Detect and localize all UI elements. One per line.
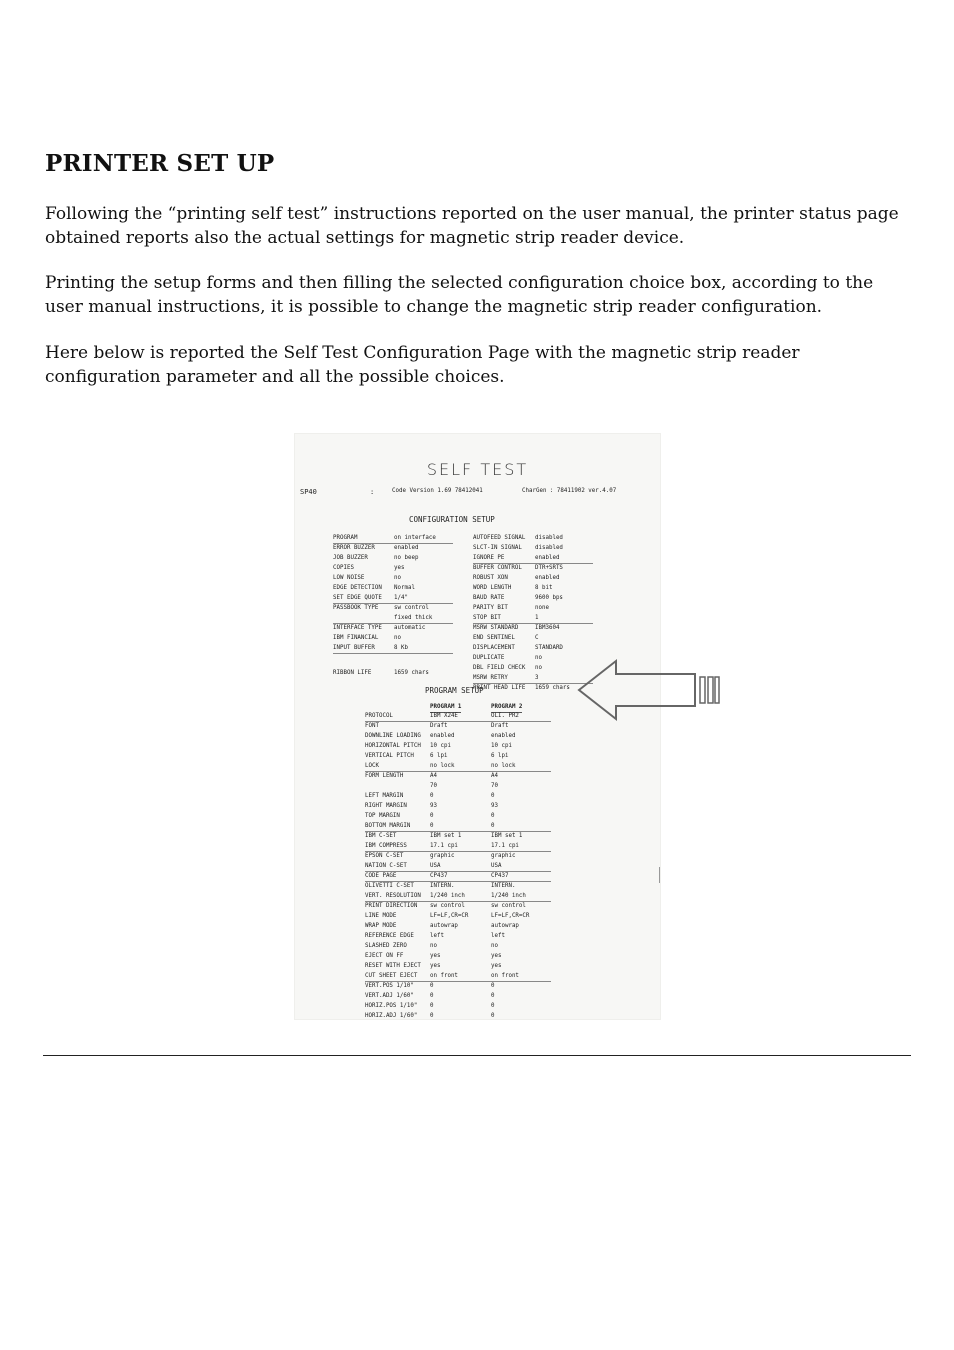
cfg-right-k: IGNORE PE: [473, 555, 505, 561]
prog-rows-k: OLIVETTI C-SET: [365, 883, 414, 889]
cfg-left-v: yes: [394, 565, 405, 571]
prog-rows-k: EJECT ON FF: [365, 953, 404, 959]
cfg-right-k: PARITY BIT: [473, 605, 508, 611]
cfg-right-k: DISPLACEMENT: [473, 645, 515, 651]
cfg-left-row: [333, 634, 453, 644]
cfg-left-row: [333, 584, 453, 594]
prog-rows-row: [365, 972, 551, 982]
prog-rows-row: [365, 892, 551, 902]
paragraph-setup-forms: Printing the setup forms and then filling the selected configuration choice box, according to the user manual instructions, it is possible to change the magnetic strip reader configuration.: [45, 273, 874, 317]
cfg-right-k: ROBUST XON: [473, 575, 508, 581]
prog-rows-v1: enabled: [430, 733, 455, 739]
prog-rows-k: DOWNLINE LOADING: [365, 733, 421, 739]
prog-rows-v1: yes: [430, 963, 441, 969]
prog-rows-row: [365, 762, 551, 772]
prog-rows-row: [365, 802, 551, 812]
prog-rows-row: [365, 772, 551, 782]
cfg-right-k: AUTOFEED SIGNAL: [473, 535, 526, 541]
cfg-right-v: no: [535, 655, 542, 661]
program-rows: [365, 712, 551, 1020]
cfg-right-v: 1659 chars: [535, 685, 570, 691]
prog-rows-k: NATION C-SET: [365, 863, 407, 869]
cfg-right-v: STANDARD: [535, 645, 563, 651]
prog-rows-v2: 0: [491, 993, 495, 999]
code-version: Code Version 1.69 78412041: [392, 488, 483, 494]
prog-rows-v2: autowrap: [491, 923, 519, 929]
cfg-right-v: 1: [535, 615, 539, 621]
cfg-left-k: LOW NOISE: [333, 575, 365, 581]
configuration-setup-title: CONFIGURATION SETUP: [409, 515, 495, 524]
prog-rows-k: REFERENCE EDGE: [365, 933, 414, 939]
prog-rows-k: CUT SHEET EJECT: [365, 973, 418, 979]
prog-rows-row: [365, 852, 551, 862]
cfg-right-row: [473, 564, 593, 574]
prog-rows-row: [365, 822, 551, 832]
prog-rows-row: [365, 782, 551, 792]
prog-rows-v2: 0: [491, 793, 495, 799]
cfg-right-k: DBL FIELD CHECK: [473, 665, 526, 671]
cfg-right-v: 9600 bps: [535, 595, 563, 601]
prog-rows-v1: no lock: [430, 763, 455, 769]
prog-rows-row: [365, 722, 551, 732]
cfg-right-row: [473, 624, 593, 634]
program-setup-title: PROGRAM SETUP: [425, 686, 484, 695]
prog-rows-v1: IBM set 1: [430, 833, 462, 839]
cfg-right-v: C: [535, 635, 539, 641]
prog-rows-v1: 0: [430, 983, 434, 989]
cfg-right-k: MSRW STANDARD: [473, 625, 519, 631]
prog-rows-v2: CP437: [491, 873, 509, 879]
prog-rows-v2: LF=LF,CR=CR: [491, 913, 530, 919]
prog-rows-row: [365, 952, 551, 962]
program-2-header: PROGRAM 2: [491, 703, 522, 713]
cfg-right-row: [473, 614, 593, 624]
prog-rows-v1: 10 cpi: [430, 743, 451, 749]
prog-rows-v2: Draft: [491, 723, 509, 729]
prog-rows-k: EPSON C-SET: [365, 853, 404, 859]
prog-rows-v1: 0: [430, 1013, 434, 1019]
ribbon-life-row: [333, 670, 429, 676]
program-1-header: PROGRAM 1: [430, 703, 461, 713]
cfg-right-k: BAUD RATE: [473, 595, 505, 601]
prog-rows-v2: on front: [491, 973, 519, 979]
cfg-right-v: enabled: [535, 575, 560, 581]
prog-rows-row: [365, 842, 551, 852]
cfg-left-v: sw control: [394, 605, 429, 611]
prog-rows-v2: no lock: [491, 763, 516, 769]
prog-rows-v1: USA: [430, 863, 441, 869]
self-test-printout: [294, 433, 661, 1020]
prog-rows-row: [365, 832, 551, 842]
cfg-left-row: [333, 534, 453, 544]
program-header-row: [365, 703, 551, 712]
cfg-right-row: [473, 594, 593, 604]
prog-rows-v2: yes: [491, 953, 502, 959]
prog-rows-row: [365, 742, 551, 752]
cfg-left-v: enabled: [394, 545, 419, 551]
footer-divider: [43, 1055, 911, 1056]
prog-rows-row: [365, 962, 551, 972]
cfg-left-k: PASSBOOK TYPE: [333, 605, 379, 611]
prog-rows-k: FONT: [365, 723, 379, 729]
cfg-left-k: IBM FINANCIAL: [333, 635, 379, 641]
prog-rows-k: HORIZ.ADJ 1/60": [365, 1013, 418, 1019]
prog-rows-v2: 1/240 inch: [491, 893, 526, 899]
cfg-right-row: [473, 554, 593, 564]
prog-rows-v1: A4: [430, 773, 437, 779]
cfg-right-row: [473, 604, 593, 614]
prog-rows-v1: yes: [430, 953, 441, 959]
cfg-left-v: no: [394, 635, 401, 641]
cfg-left-v: on interface: [394, 535, 436, 541]
left-arrow-icon: [575, 658, 721, 722]
cfg-right-k: MSRW RETRY: [473, 675, 508, 681]
prog-rows-v2: 17.1 cpi: [491, 843, 519, 849]
prog-rows-v1: graphic: [430, 853, 455, 859]
prog-rows-k: BOTTOM MARGIN: [365, 823, 411, 829]
prog-rows-row: [365, 942, 551, 952]
prog-rows-v1: 0: [430, 813, 434, 819]
cfg-right-row: [473, 544, 593, 554]
ribbon-life-value: 1659 chars: [394, 670, 429, 676]
cfg-left-row: [333, 624, 453, 634]
prog-rows-v2: 0: [491, 983, 495, 989]
prog-rows-k: SLASHED ZERO: [365, 943, 407, 949]
prog-rows-k: LINE MODE: [365, 913, 397, 919]
prog-rows-v2: no: [491, 943, 498, 949]
prog-rows-k: IBM COMPRESS: [365, 843, 407, 849]
cfg-right-v: IBM3604: [535, 625, 560, 631]
cfg-left-k: SET EDGE QUOTE: [333, 595, 382, 601]
cfg-left-k: COPIES: [333, 565, 354, 571]
ribbon-life-label: RIBBON LIFE: [333, 670, 372, 676]
prog-rows-v1: 6 lpi: [430, 753, 448, 759]
cfg-right-k: DUPLICATE: [473, 655, 505, 661]
cfg-left-row: [333, 544, 453, 554]
cfg-left-v: Normal: [394, 585, 415, 591]
prog-rows-v2: INTERN.: [491, 883, 516, 889]
cfg-right-k: STOP BIT: [473, 615, 501, 621]
prog-rows-row: [365, 712, 551, 722]
cfg-left-k: EDGE DETECTION: [333, 585, 382, 591]
cfg-right-v: 3: [535, 675, 539, 681]
prog-rows-v1: on front: [430, 973, 458, 979]
cfg-right-k: SLCT-IN SIGNAL: [473, 545, 522, 551]
prog-rows-row: [365, 732, 551, 742]
cfg-right-v: none: [535, 605, 549, 611]
prog-rows-k: VERTICAL PITCH: [365, 753, 414, 759]
cfg-left-v: 8 Kb: [394, 645, 408, 651]
prog-rows-v1: 0: [430, 793, 434, 799]
cfg-left-k: ERROR BUZZER: [333, 545, 375, 551]
prog-rows-v2: 0: [491, 1003, 495, 1009]
header-colon: :: [370, 488, 375, 496]
prog-rows-v2: OLI. PR2: [491, 713, 519, 719]
prog-rows-k: LOCK: [365, 763, 379, 769]
cfg-left-row: [333, 614, 453, 624]
prog-rows-v1: CP437: [430, 873, 448, 879]
prog-rows-row: [365, 922, 551, 932]
prog-rows-row: [365, 752, 551, 762]
prog-rows-k: PRINT DIRECTION: [365, 903, 418, 909]
prog-rows-v1: 1/240 inch: [430, 893, 465, 899]
prog-rows-v2: 93: [491, 803, 498, 809]
cfg-right-row: [473, 574, 593, 584]
config-left-column: [333, 534, 453, 654]
cfg-left-v: no beep: [394, 555, 419, 561]
prog-rows-k: FORM LENGTH: [365, 773, 404, 779]
prog-rows-v2: yes: [491, 963, 502, 969]
prog-rows-k: VERT. RESOLUTION: [365, 893, 421, 899]
prog-rows-row: [365, 982, 551, 992]
cfg-left-v: no: [394, 575, 401, 581]
cfg-left-k: INTERFACE TYPE: [333, 625, 382, 631]
cfg-right-k: WORD LENGTH: [473, 585, 512, 591]
prog-rows-row: [365, 902, 551, 912]
prog-rows-k: LEFT MARGIN: [365, 793, 404, 799]
cfg-right-row: [473, 584, 593, 594]
cfg-right-k: PRINT HEAD LIFE: [473, 685, 526, 691]
cfg-left-v: 1/4": [394, 595, 408, 601]
chargen-version: CharGen : 78411902 ver.4.07: [522, 488, 617, 494]
prog-rows-v1: 17.1 cpi: [430, 843, 458, 849]
prog-rows-k: VERT.POS 1/10": [365, 983, 414, 989]
prog-rows-k: WRAP MODE: [365, 923, 397, 929]
prog-rows-row: [365, 862, 551, 872]
prog-rows-v2: sw control: [491, 903, 526, 909]
prog-rows-k: HORIZONTAL PITCH: [365, 743, 421, 749]
prog-rows-row: [365, 812, 551, 822]
paragraph-config-page-note: Here below is reported the Self Test Configuration Page with the magnetic strip reader configuration parameter and all the possible choices.: [45, 343, 800, 387]
cfg-left-row: [333, 574, 453, 584]
cfg-right-v: no: [535, 665, 542, 671]
prog-rows-v2: enabled: [491, 733, 516, 739]
prog-rows-v2: 10 cpi: [491, 743, 512, 749]
prog-rows-row: [365, 872, 551, 882]
prog-rows-v1: no: [430, 943, 437, 949]
cfg-right-k: BUFFER CONTROL: [473, 565, 522, 571]
prog-rows-k: TOP MARGIN: [365, 813, 400, 819]
cfg-left-row: [333, 604, 453, 614]
prog-rows-v2: USA: [491, 863, 502, 869]
prog-rows-v2: IBM set 1: [491, 833, 523, 839]
prog-rows-row: [365, 1002, 551, 1012]
cfg-right-v: enabled: [535, 555, 560, 561]
scan-margin-mark: [659, 867, 660, 883]
prog-rows-v1: sw control: [430, 903, 465, 909]
cfg-right-v: DTR+SRTS: [535, 565, 563, 571]
cfg-right-v: disabled: [535, 535, 563, 541]
cfg-left-k: INPUT BUFFER: [333, 645, 375, 651]
cfg-right-row: [473, 634, 593, 644]
page-title: PRINTER SET UP: [45, 150, 275, 177]
cfg-right-row: [473, 644, 593, 654]
prog-rows-v1: 93: [430, 803, 437, 809]
prog-rows-row: [365, 1012, 551, 1020]
cfg-right-row: [473, 534, 593, 544]
prog-rows-v1: Draft: [430, 723, 448, 729]
cfg-left-row: [333, 564, 453, 574]
prog-rows-k: VERT.ADJ 1/60": [365, 993, 414, 999]
paragraph-self-test-intro: Following the “printing self test” instructions reported on the user manual, the printer status page obtained reports also the actual settings for magnetic strip reader device.: [45, 204, 899, 248]
prog-rows-v2: 0: [491, 823, 495, 829]
prog-rows-row: [365, 932, 551, 942]
prog-rows-v1: 70: [430, 783, 437, 789]
prog-rows-k: RIGHT MARGIN: [365, 803, 407, 809]
cfg-left-v: automatic: [394, 625, 426, 631]
prog-rows-v1: 0: [430, 1003, 434, 1009]
prog-rows-v2: 70: [491, 783, 498, 789]
program-setup-table: [365, 703, 551, 1020]
cfg-right-k: END SENTINEL: [473, 635, 515, 641]
prog-rows-v2: left: [491, 933, 505, 939]
prog-rows-v1: INTERN.: [430, 883, 455, 889]
prog-rows-k: CODE PAGE: [365, 873, 397, 879]
cfg-left-v: fixed thick: [394, 615, 433, 621]
prog-rows-row: [365, 792, 551, 802]
prog-rows-k: IBM C-SET: [365, 833, 397, 839]
cfg-right-v: 8 bit: [535, 585, 553, 591]
prog-rows-v1: IBM X24E: [430, 713, 458, 719]
prog-rows-v1: 0: [430, 823, 434, 829]
cfg-left-k: JOB BUZZER: [333, 555, 368, 561]
prog-rows-v2: graphic: [491, 853, 516, 859]
prog-rows-row: [365, 992, 551, 1002]
prog-rows-v2: 6 lpi: [491, 753, 509, 759]
cfg-left-row: [333, 594, 453, 604]
prog-rows-v1: autowrap: [430, 923, 458, 929]
prog-rows-v2: 0: [491, 813, 495, 819]
prog-rows-v1: 0: [430, 993, 434, 999]
prog-rows-row: [365, 882, 551, 892]
printer-model: SP40: [300, 488, 317, 496]
cfg-left-row: [333, 644, 453, 654]
prog-rows-k: PROTOCOL: [365, 713, 393, 719]
prog-rows-v1: LF=LF,CR=CR: [430, 913, 469, 919]
prog-rows-v2: A4: [491, 773, 498, 779]
cfg-left-k: PROGRAM: [333, 535, 358, 541]
prog-rows-v2: 0: [491, 1013, 495, 1019]
prog-rows-k: HORIZ.POS 1/10": [365, 1003, 418, 1009]
self-test-title: SELF TEST: [426, 460, 529, 479]
prog-rows-k: RESET WITH EJECT: [365, 963, 421, 969]
prog-rows-row: [365, 912, 551, 922]
cfg-left-row: [333, 554, 453, 564]
prog-rows-v1: left: [430, 933, 444, 939]
cfg-right-v: disabled: [535, 545, 563, 551]
